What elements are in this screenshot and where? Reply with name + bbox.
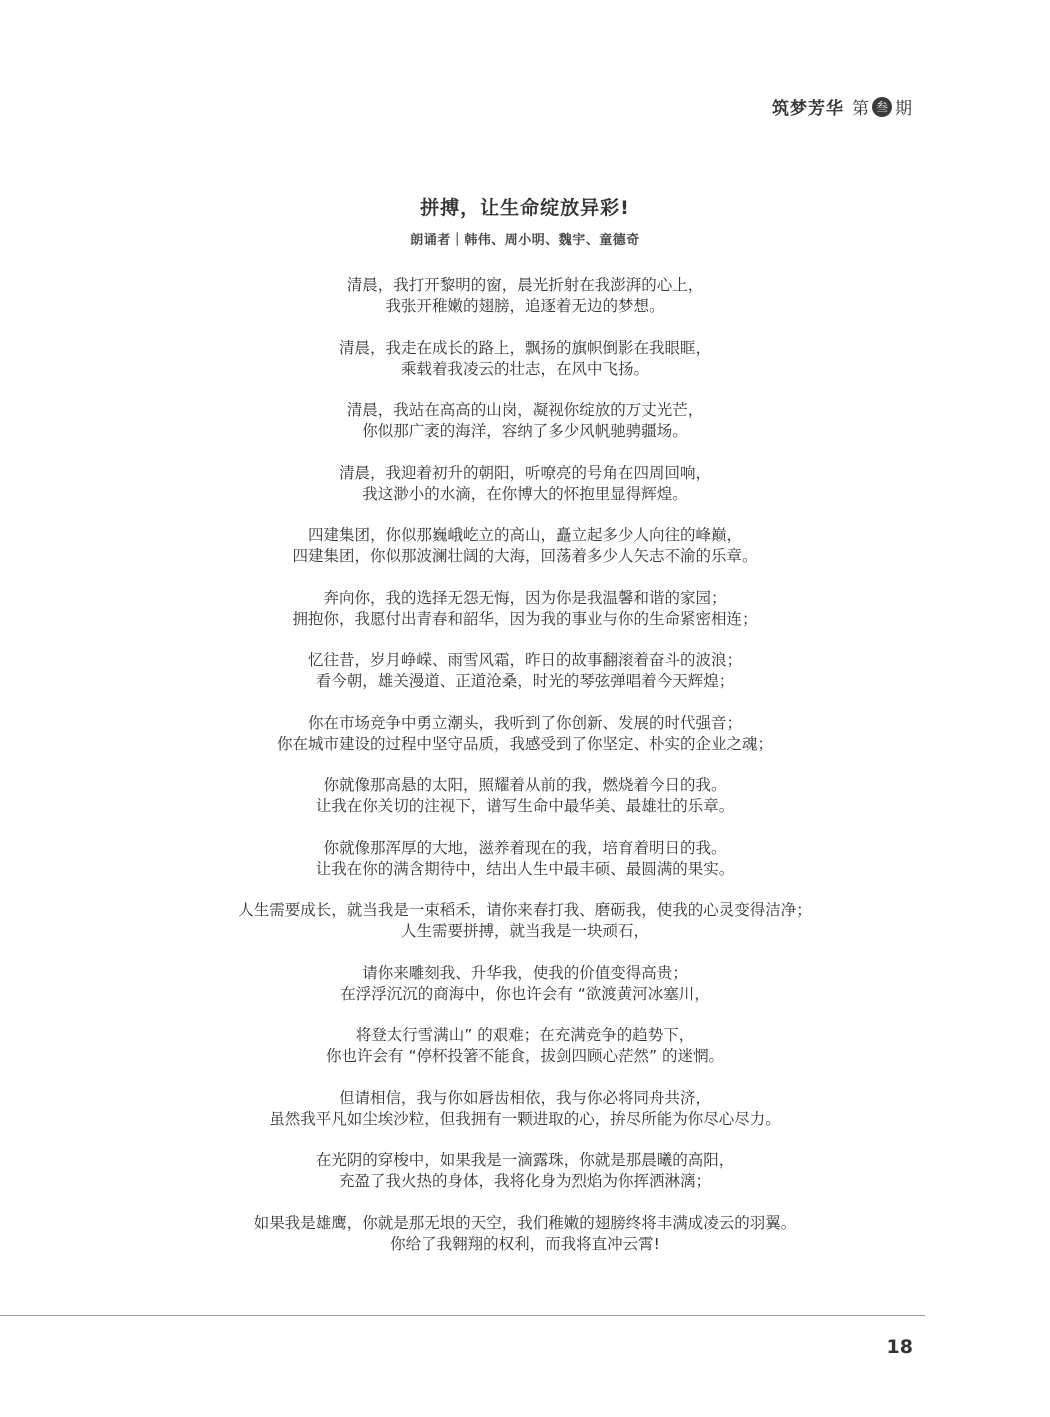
poem-stanza [160,275,890,338]
article-reciters: 朗诵者｜韩伟、周小明、魏宇、童德奇 [410,233,640,248]
poem-stanza [160,338,890,401]
poem-line: 但请相信，我与你如唇齿相依，我与你必将同舟共济， [338,1088,711,1107]
poem-stanza [160,525,890,588]
poem-line: 清晨，我走在成长的路上，飘扬的旗帜倒影在我眼眶， [338,338,711,357]
magazine-name: 筑梦芳华 [772,99,844,119]
poem-line: 人生需要成长，就当我是一束稻禾，请你来春打我、磨砺我，使我的心灵变得洁净； [238,901,812,919]
poem-stanza [160,838,890,901]
poem-line: 充盈了我火热的身体，我将化身为烈焰为你挥洒淋漓； [338,1172,711,1190]
poem-line: 请你来雕刻我、升华我，使我的价值变得高贵； [362,963,688,982]
poem-line: 乘载着我凌云的壮志，在风中飞扬。 [400,359,649,378]
poem-stanza [160,400,890,463]
poem-line: 你也许会有 “停杯投箸不能食，拔剑四顾心茫然” 的迷惘。 [326,1047,724,1065]
poem-line: 让我在你的满含期待中，结出人生中最丰硕、最圆满的果实。 [315,859,735,878]
poem-stanza [160,588,890,651]
poem-line: 清晨，我站在高高的山岗，凝视你绽放的万丈光芒， [346,401,704,419]
article-title: 拼搏，让生命绽放异彩! [420,197,630,219]
poem-line: 忆往昔，岁月峥嵘、雨雪风霜，昨日的故事翻滚着奋斗的波浪； [307,651,742,669]
poem-line: 拥抱你，我愿付出青春和韶华，因为我的事业与你的生命紧密相连； [292,609,758,628]
poem-line: 你在城市建设的过程中坚守品质，我感受到了你坚定、朴实的企业之魂； [276,734,773,753]
poem-line: 你给了我翱翔的权利，而我将直冲云霄! [390,1234,660,1253]
magazine-header [772,94,912,119]
poem-line: 你就像那高悬的太阳，照耀着从前的我，燃烧着今日的我。 [323,776,727,794]
poem-line: 看今朝，雄关漫道、正道沧桑，时光的琴弦弹唱着今天辉煌； [315,672,735,690]
poem-line: 清晨，我打开黎明的窗，晨光折射在我澎湃的心上， [346,276,704,294]
poem-line: 你似那广袤的海洋，容纳了多少风帆驰骋疆场。 [362,422,688,440]
poem-stanza [160,775,890,838]
issue-number-badge: 叁 [872,97,892,117]
issue-suffix: 期 [895,99,912,119]
poem-line: 四建集团，你似那巍峨屹立的高山，矗立起多少人向往的峰巅， [307,526,742,544]
poem-line: 你在市场竞争中勇立潮头，我听到了你创新、发展的时代强音； [307,713,742,732]
poem-stanza [160,463,890,526]
poem-line: 在浮浮沉沉的商海中，你也许会有 “欲渡黄河冰塞川， [340,984,710,1003]
poem-stanza [160,1150,890,1213]
poem-line: 四建集团，你似那波澜壮阔的大海，回荡着多少人矢志不渝的乐章。 [292,547,758,565]
poem-stanza [160,900,890,963]
poem-body [160,275,890,1275]
poem-line: 我张开稚嫩的翅膀，追逐着无边的梦想。 [385,297,665,315]
poem-line: 人生需要拼搏，就当我是一块顽石， [400,922,649,940]
poem-stanza [160,650,890,713]
poem-stanza [160,963,890,1026]
poem-line: 将登太行雪满山” 的艰难；在充满竞争的趋势下， [355,1026,695,1044]
poem-line: 清晨，我迎着初升的朝阳，听嘹亮的号角在四周回响， [338,463,711,482]
poem-line: 我这渺小的水滴，在你博大的怀抱里显得辉煌。 [362,484,688,503]
poem-line: 如果我是雄鹰，你就是那无垠的天空，我们稚嫩的翅膀终将丰满成凌云的羽翼。 [253,1213,797,1232]
poem-stanza [160,1088,890,1151]
poem-line: 奔向你，我的选择无怨无悔，因为你是我温馨和谐的家园； [323,588,727,607]
poem-stanza [160,713,890,776]
poem-stanza [160,1025,890,1088]
poem-line: 让我在你关切的注视下，谱写生命中最华美、最雄壮的乐章。 [315,797,735,815]
poem-line: 你就像那浑厚的大地，滋养着现在的我，培育着明日的我。 [323,838,727,857]
poem-line: 虽然我平凡如尘埃沙粒，但我拥有一颗进取的心，拚尽所能为你尽心尽力。 [269,1109,781,1128]
issue-prefix: 第 [852,99,869,119]
footer-divider [0,1315,925,1316]
poem-line: 在光阴的穿梭中，如果我是一滴露珠，你就是那晨曦的高阳， [315,1151,735,1169]
poem-stanza [160,1213,890,1276]
page-number: 18 [886,1336,913,1358]
